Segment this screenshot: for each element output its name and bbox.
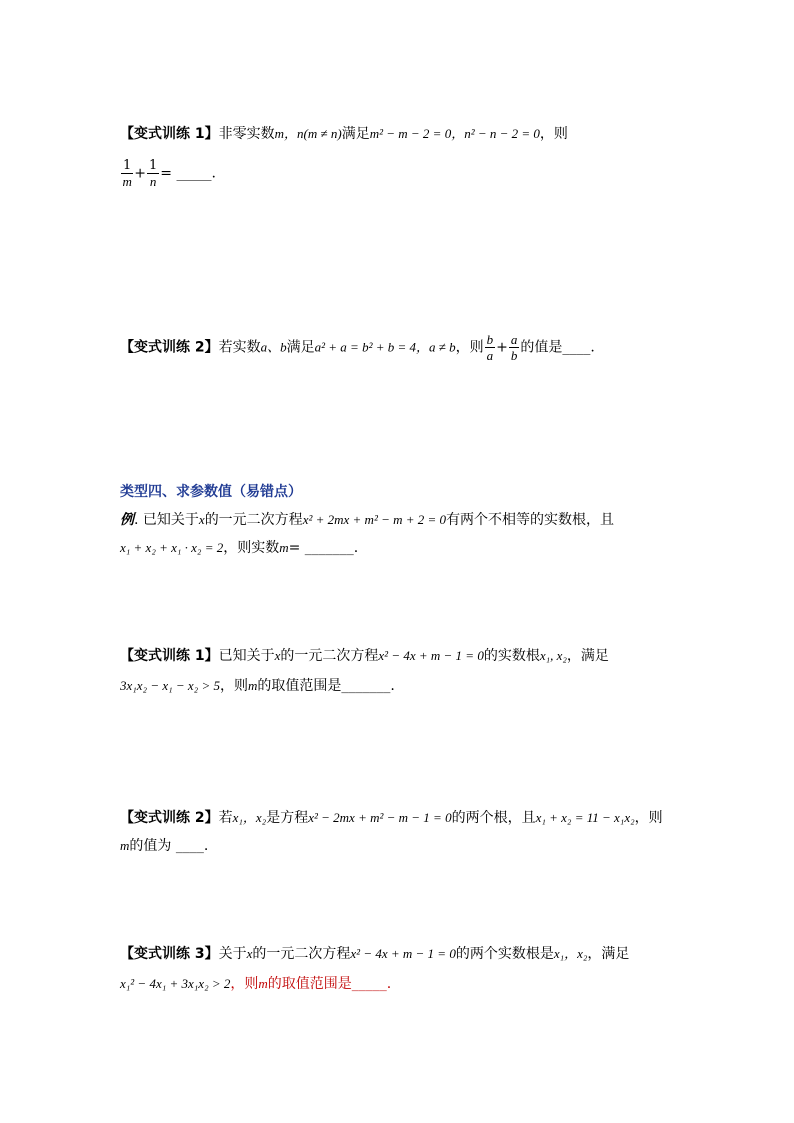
- p4-text2: 是方程: [266, 810, 309, 826]
- p5-line2-text: ，则: [230, 976, 259, 992]
- p5-tag: 【变式训练 3】: [120, 946, 219, 962]
- example-text3: 有两个不相等的实数根，且: [446, 512, 615, 528]
- p2-tag: 【变式训练 2】: [120, 339, 219, 356]
- p2-frac1: [485, 332, 496, 363]
- example-line1: [120, 510, 614, 531]
- p4-text1: 若: [218, 810, 233, 826]
- p3-text4: ，满足: [566, 648, 609, 664]
- p5-line2-tail: 的取值范围是_____.: [267, 976, 392, 992]
- example-text2: 的一元二次方程: [204, 512, 303, 528]
- example-line2: [120, 538, 358, 558]
- p1-tail: = _____.: [160, 165, 216, 182]
- p1-line2: [120, 158, 216, 189]
- p5-line2-math2: m: [258, 976, 268, 991]
- p4-math1: x₁，x₂: [232, 810, 267, 825]
- p1-frac1-den: m: [122, 174, 132, 189]
- p1-frac2: [147, 158, 159, 189]
- example-text1: . 已知关于: [134, 512, 199, 528]
- example-line2-math: x₁ + x₂ + x₁ · x₂ = 2: [120, 540, 224, 555]
- p3-line2-text: ，则: [219, 678, 248, 694]
- p3-line2-math2: m: [247, 678, 258, 693]
- example-line2-text: ，则实数: [223, 540, 280, 556]
- p5-text4: ，满足: [587, 946, 630, 962]
- p2-frac1-den: a: [486, 348, 494, 363]
- p3-line2: [120, 676, 395, 696]
- p1-line1: [120, 124, 568, 144]
- p2-frac2-den: b: [510, 348, 518, 363]
- p1-plus: +: [134, 165, 147, 182]
- p2-text2: 满足: [286, 339, 315, 356]
- p3-math3: x₁, x₂: [539, 648, 567, 663]
- section-heading: 类型四、求参数值（易错点）: [120, 484, 302, 500]
- p3-math1: x: [274, 648, 281, 663]
- p1-text3: ，则: [539, 126, 568, 142]
- p5-line2-math: x₁² − 4x₁ + 3x₁x₂ > 2: [120, 976, 231, 991]
- p5-math1: x: [246, 946, 253, 961]
- p1-frac2-den: n: [149, 174, 157, 189]
- p3-line2-tail: 的取值范围是_______.: [257, 678, 395, 694]
- p4-line1: [120, 808, 663, 828]
- p3-text3: 的实数根: [483, 648, 540, 664]
- example-line2-math2: m: [279, 540, 289, 555]
- p1-frac1-num: 1: [123, 158, 132, 173]
- p3-line2-math: 3x₁x₂ − x₁ − x₂ > 5: [120, 678, 220, 693]
- p2-tail: 的值是____.: [520, 339, 595, 356]
- p2-frac2-num: a: [510, 332, 518, 347]
- p1-text2: 满足: [341, 126, 370, 142]
- example-label: 例: [120, 513, 134, 528]
- p1-frac1: [121, 158, 133, 189]
- example-math2: x² + 2mx + m² − m + 2 = 0: [302, 512, 447, 527]
- p4-text4: ，则: [634, 810, 663, 826]
- p1-tag: 【变式训练 1】: [120, 126, 219, 142]
- p1-frac2-num: 1: [149, 158, 158, 173]
- example-math1: x: [198, 512, 205, 527]
- p2-frac2: [509, 332, 520, 363]
- p3-text1: 已知关于: [218, 648, 275, 664]
- p3-math2: x² − 4x + m − 1 = 0: [378, 648, 484, 663]
- p2-line1: [120, 332, 595, 363]
- p4-line2-math: m: [120, 838, 130, 853]
- p2-plus: +: [496, 339, 508, 356]
- p4-math2: x² − 2mx + m² − m − 1 = 0: [308, 810, 452, 825]
- p3-tag: 【变式训练 1】: [120, 648, 219, 664]
- p1-math2: m² − m − 2 = 0，n² − n − 2 = 0: [369, 126, 540, 141]
- p2-text1: 若实数: [218, 339, 261, 356]
- p5-text1: 关于: [218, 946, 247, 962]
- example-line2-tail: = _______.: [288, 540, 359, 556]
- p4-line2: [120, 836, 208, 856]
- p1-text1: 非零实数: [218, 126, 275, 142]
- p3-text2: 的一元二次方程: [280, 648, 379, 664]
- p5-text3: 的两个实数根是: [455, 946, 554, 962]
- p3-line1: [120, 646, 609, 666]
- p4-tag: 【变式训练 2】: [120, 810, 219, 826]
- p5-text2: 的一元二次方程: [252, 946, 351, 962]
- p5-math3: x₁，x₂: [553, 946, 588, 961]
- p4-text3: 的两个根，且: [451, 810, 536, 826]
- p1-math1: m，n(m ≠ n): [274, 126, 342, 141]
- p2-frac1-num: b: [486, 332, 494, 347]
- p4-math3: x₁ + x₂ = 11 − x₁x₂: [535, 810, 635, 825]
- p5-math2: x² − 4x + m − 1 = 0: [350, 946, 456, 961]
- p2-math1: a、b: [260, 339, 287, 355]
- p5-line2: [120, 974, 391, 994]
- p2-text3: ，则: [455, 339, 484, 356]
- p2-math2: a² + a = b² + b = 4，a ≠ b: [314, 339, 456, 355]
- p5-line1: [120, 944, 629, 964]
- p4-line2-tail: 的值为 ____.: [129, 838, 209, 854]
